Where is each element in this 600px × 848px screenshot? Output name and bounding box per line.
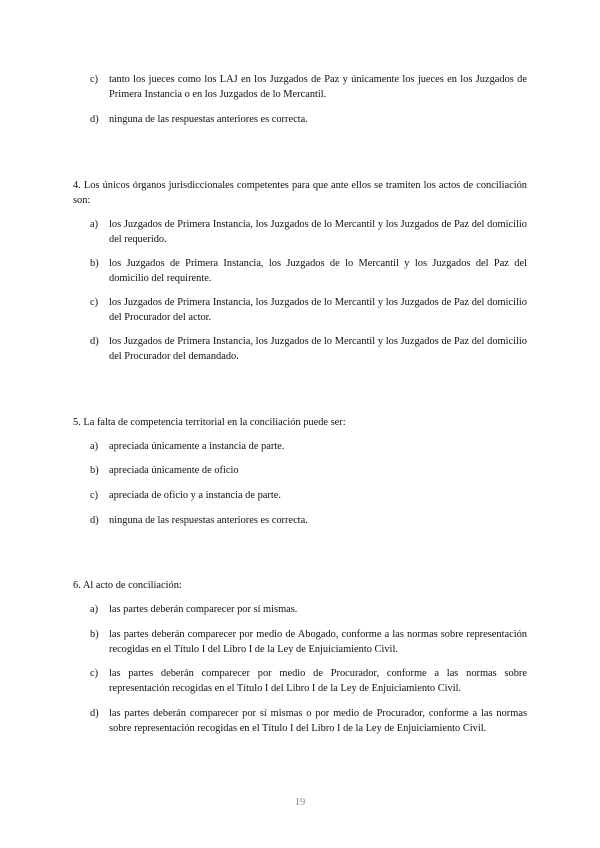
option-text: ninguna de las respuestas anteriores es correcta. — [109, 515, 308, 526]
option-label: b) — [90, 465, 99, 476]
option-text: apreciada únicamente de oficio — [109, 465, 239, 476]
prev-option-d — [90, 112, 527, 127]
q5-option-b — [90, 463, 527, 478]
q5-option-a — [90, 439, 527, 454]
option-label: a) — [90, 604, 99, 615]
question-4: 4. Los únicos órganos jurisdiccionales competentes para que ante ellos se tramiten los actos de conciliación son: — [73, 180, 527, 206]
option-label: c) — [90, 490, 99, 501]
option-label: b) — [90, 258, 99, 269]
option-label: c) — [90, 74, 99, 85]
option-label: d) — [90, 708, 99, 719]
q6-option-c — [90, 666, 527, 696]
q6-option-a — [90, 602, 527, 617]
option-text: las partes deberán comparecer por sí mismas o por medio de Procurador, conforme a las normas sobre representación recogidas en el Título I del Libro I de la Ley de Enjuiciamiento Civil. — [109, 708, 527, 734]
option-label: d) — [90, 114, 99, 125]
q5-option-c — [90, 488, 527, 503]
option-text: las partes deberán comparecer por sí mismas. — [109, 604, 298, 615]
prev-option-c — [90, 72, 527, 102]
option-text: apreciada de oficio y a instancia de parte. — [109, 490, 281, 501]
option-text: ninguna de las respuestas anteriores es correcta. — [109, 114, 308, 125]
option-text: los Juzgados de Primera Instancia, los Juzgados de lo Mercantil y los Juzgados de Paz del domicilio del requerido. — [109, 219, 527, 245]
q4-option-d — [90, 334, 527, 364]
option-text: los Juzgados de Primera Instancia, los Juzgados de lo Mercantil y los Juzgados de Paz del domicilio del Procurador del actor. — [109, 297, 527, 323]
question-5: 5. La falta de competencia territorial en la conciliación puede ser: — [73, 417, 346, 428]
option-label: a) — [90, 441, 99, 452]
q6-option-d — [90, 706, 527, 736]
option-text: las partes deberán comparecer por medio de Procurador, conforme a las normas sobre representación recogidas en el Título I del Libro I de la Ley de Enjuiciamiento Civil. — [109, 668, 527, 694]
q4-option-a — [90, 217, 527, 247]
q5-option-d — [90, 513, 527, 528]
option-label: d) — [90, 336, 99, 347]
option-text: tanto los jueces como los LAJ en los Juzgados de Paz y únicamente los jueces en los Juzgados de Primera Instancia o en los Juzgados de lo Mercantil. — [109, 74, 527, 100]
page-number: 19 — [294, 797, 306, 808]
option-text: apreciada únicamente a instancia de parte. — [109, 441, 285, 452]
q4-option-c — [90, 295, 527, 325]
option-label: c) — [90, 297, 99, 308]
q4-option-b — [90, 256, 527, 286]
option-label: a) — [90, 219, 99, 230]
option-text: los Juzgados de Primera Instancia, los Juzgados de lo Mercantil y los Juzgados del Paz del domicilio del requirente. — [109, 258, 527, 284]
question-6: 6. Al acto de conciliación: — [73, 580, 182, 591]
option-label: d) — [90, 515, 99, 526]
option-label: b) — [90, 629, 99, 640]
q6-option-b — [90, 627, 527, 657]
option-label: c) — [90, 668, 99, 679]
option-text: los Juzgados de Primera Instancia, los Juzgados de lo Mercantil y los Juzgados de Paz del domicilio del Procurador del demandado. — [109, 336, 527, 362]
option-text: las partes deberán comparecer por medio de Abogado, conforme a las normas sobre representación recogidas en el Título I del Libro I de la Ley de Enjuiciamiento Civil. — [109, 629, 527, 655]
